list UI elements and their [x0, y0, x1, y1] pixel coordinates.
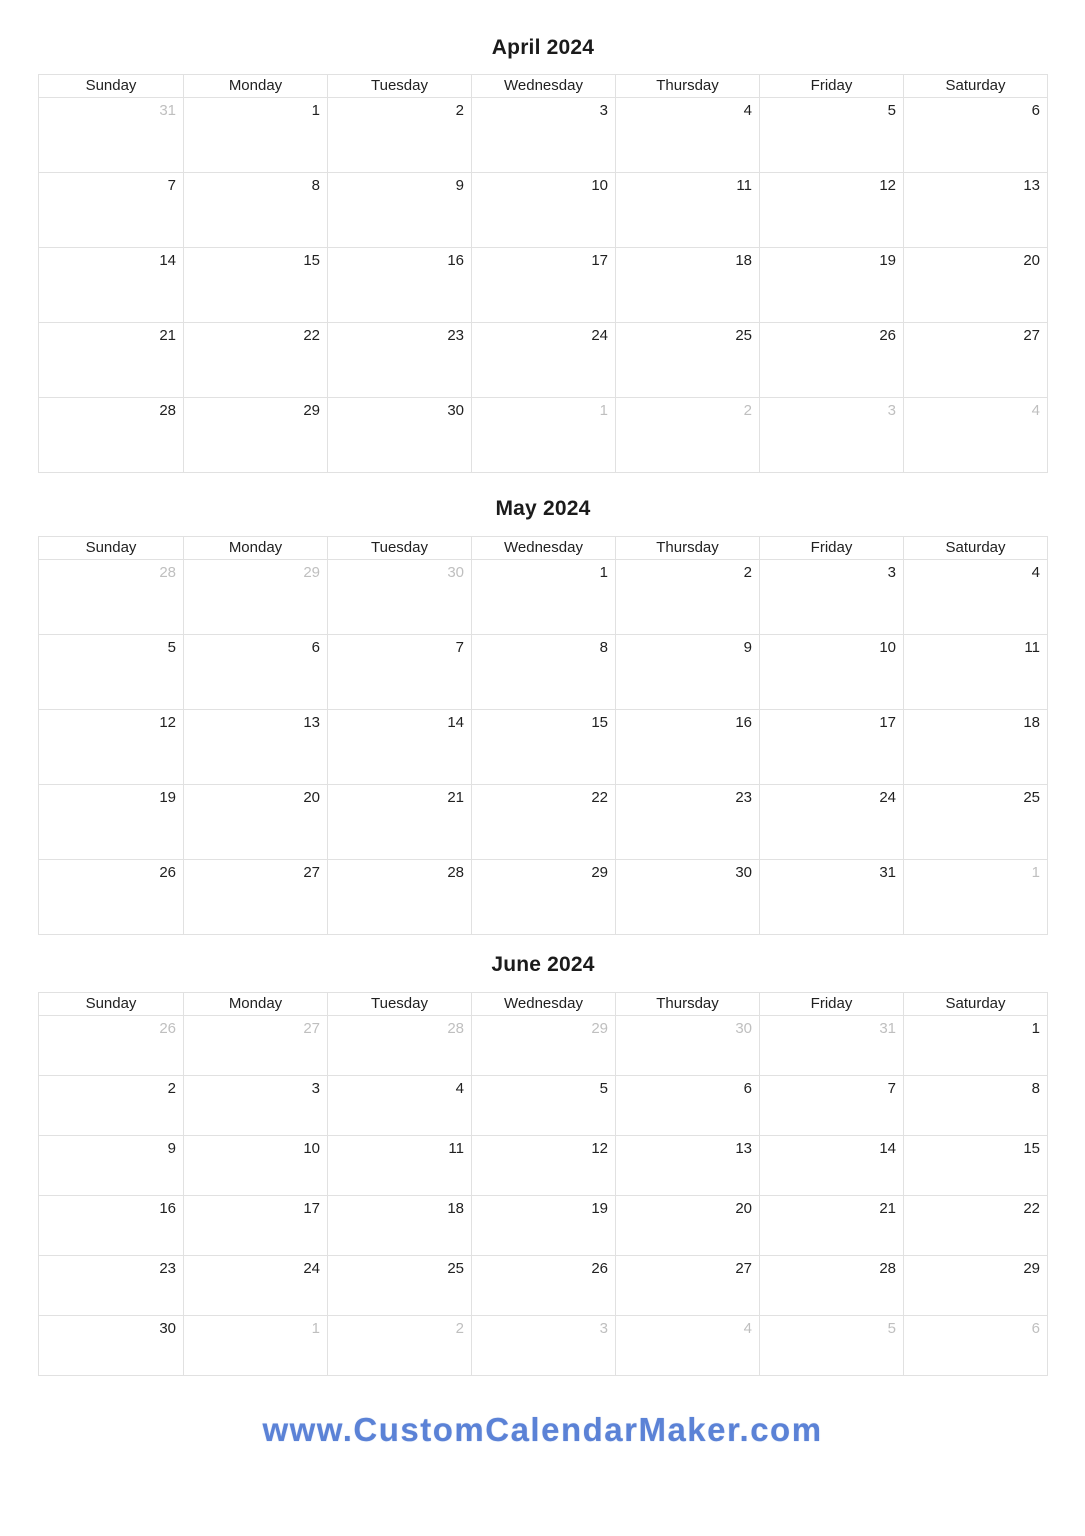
day-cell-outside-month: 31 [759, 1016, 903, 1075]
day-cell: 4 [903, 560, 1047, 634]
week-row [39, 634, 1047, 709]
day-cell: 9 [327, 173, 471, 247]
day-cell: 15 [183, 248, 327, 322]
day-cell-outside-month: 30 [327, 560, 471, 634]
day-cell: 13 [615, 1136, 759, 1195]
day-cell: 22 [471, 785, 615, 859]
day-cell: 11 [903, 635, 1047, 709]
day-cell: 14 [159, 252, 176, 269]
day-cell-outside-month: 3 [759, 398, 903, 472]
week-row [39, 784, 1047, 859]
weekday-label: Friday [759, 537, 903, 559]
day-cell-outside-month: 6 [903, 1316, 1047, 1375]
day-cell: 7 [167, 177, 176, 194]
day-cell: 6 [903, 98, 1047, 172]
day-cell: 20 [183, 785, 327, 859]
day-cell: 16 [327, 248, 471, 322]
weekday-label: Monday [183, 75, 327, 97]
day-cell: 25 [615, 323, 759, 397]
day-cell: 15 [903, 1136, 1047, 1195]
weekday-label: Wednesday [471, 993, 615, 1015]
day-cell: 6 [615, 1076, 759, 1135]
day-cell: 9 [615, 635, 759, 709]
day-cell: 4 [327, 1076, 471, 1135]
day-cell-outside-month: 1 [903, 860, 1047, 934]
day-cell: 25 [327, 1256, 471, 1315]
week-row [39, 1075, 1047, 1135]
week-row [39, 1135, 1047, 1195]
day-cell: 17 [471, 248, 615, 322]
day-cell: 2 [167, 1080, 176, 1097]
day-cell: 14 [327, 710, 471, 784]
weekday-label: Tuesday [327, 75, 471, 97]
day-cell-outside-month: 29 [471, 1016, 615, 1075]
week-row [39, 859, 1047, 934]
calendar-grid-june [38, 992, 1048, 1376]
day-cell-outside-month: 2 [615, 398, 759, 472]
weekday-label: Friday [759, 75, 903, 97]
day-cell: 26 [759, 323, 903, 397]
day-cell: 30 [615, 860, 759, 934]
day-cell: 23 [327, 323, 471, 397]
day-cell-outside-month: 1 [471, 398, 615, 472]
day-cell: 28 [759, 1256, 903, 1315]
day-cell: 21 [159, 327, 176, 344]
weekday-label: Thursday [615, 993, 759, 1015]
day-cell-outside-month: 27 [183, 1016, 327, 1075]
weekday-label: Saturday [903, 75, 1047, 97]
week-row [39, 1315, 1047, 1375]
day-cell: 2 [615, 560, 759, 634]
day-cell-outside-month: 4 [615, 1316, 759, 1375]
weekday-label: Sunday [85, 77, 137, 94]
week-row [39, 1255, 1047, 1315]
week-row [39, 1015, 1047, 1075]
day-cell: 20 [615, 1196, 759, 1255]
day-cell: 17 [759, 710, 903, 784]
weekday-label: Thursday [615, 75, 759, 97]
month-title: April 2024 [491, 36, 595, 59]
day-cell: 29 [903, 1256, 1047, 1315]
calendar-grid-may [38, 536, 1048, 935]
day-cell: 10 [759, 635, 903, 709]
day-cell: 24 [183, 1256, 327, 1315]
day-cell: 27 [615, 1256, 759, 1315]
day-cell: 21 [327, 785, 471, 859]
day-cell: 25 [903, 785, 1047, 859]
day-cell: 30 [327, 398, 471, 472]
day-cell: 16 [615, 710, 759, 784]
day-cell: 31 [759, 860, 903, 934]
day-cell: 1 [903, 1016, 1047, 1075]
day-cell: 29 [471, 860, 615, 934]
weekday-header-row [39, 537, 1047, 559]
day-cell: 8 [903, 1076, 1047, 1135]
day-cell: 10 [183, 1136, 327, 1195]
weekday-label: Wednesday [471, 75, 615, 97]
day-cell: 16 [159, 1200, 176, 1217]
day-cell: 3 [471, 98, 615, 172]
day-cell: 30 [159, 1320, 176, 1337]
day-cell: 11 [327, 1136, 471, 1195]
weekday-label: Friday [759, 993, 903, 1015]
week-row [39, 397, 1047, 472]
day-cell: 2 [327, 98, 471, 172]
day-cell: 24 [471, 323, 615, 397]
day-cell: 14 [759, 1136, 903, 1195]
day-cell: 23 [159, 1260, 176, 1277]
month-title: May 2024 [495, 497, 591, 520]
day-cell: 5 [167, 639, 176, 656]
day-cell: 20 [903, 248, 1047, 322]
day-cell: 3 [759, 560, 903, 634]
day-cell-outside-month: 1 [183, 1316, 327, 1375]
day-cell: 12 [471, 1136, 615, 1195]
day-cell: 18 [615, 248, 759, 322]
day-cell: 12 [759, 173, 903, 247]
month-section-may [38, 497, 1048, 935]
website-watermark-url: www.CustomCalendarMaker.com [262, 1411, 823, 1448]
weekday-label: Monday [183, 993, 327, 1015]
day-cell: 29 [183, 398, 327, 472]
day-cell-outside-month: 2 [327, 1316, 471, 1375]
day-cell: 7 [759, 1076, 903, 1135]
day-cell: 27 [903, 323, 1047, 397]
day-cell: 5 [471, 1076, 615, 1135]
weekday-header-row [39, 993, 1047, 1015]
day-cell: 18 [903, 710, 1047, 784]
day-cell-outside-month: 28 [327, 1016, 471, 1075]
day-cell: 5 [759, 98, 903, 172]
weekday-label: Tuesday [327, 993, 471, 1015]
week-row [39, 322, 1047, 397]
month-section-june [38, 953, 1048, 1376]
day-cell: 13 [903, 173, 1047, 247]
day-cell: 4 [615, 98, 759, 172]
weekday-label: Saturday [903, 537, 1047, 559]
weekday-label: Wednesday [471, 537, 615, 559]
day-cell: 11 [615, 173, 759, 247]
day-cell: 1 [471, 560, 615, 634]
week-row [39, 559, 1047, 634]
day-cell: 9 [167, 1140, 176, 1157]
day-cell: 24 [759, 785, 903, 859]
day-cell: 8 [471, 635, 615, 709]
day-cell: 19 [759, 248, 903, 322]
day-cell: 26 [471, 1256, 615, 1315]
day-cell: 13 [183, 710, 327, 784]
week-row [39, 1195, 1047, 1255]
day-cell: 18 [327, 1196, 471, 1255]
day-cell: 19 [159, 789, 176, 806]
day-cell-outside-month: 31 [159, 102, 176, 119]
day-cell-outside-month: 4 [903, 398, 1047, 472]
day-cell: 6 [183, 635, 327, 709]
day-cell-outside-month: 28 [159, 564, 176, 581]
weekday-label: Sunday [85, 995, 137, 1012]
week-row [39, 97, 1047, 172]
day-cell: 3 [183, 1076, 327, 1135]
weekday-label: Tuesday [327, 537, 471, 559]
day-cell: 28 [159, 402, 176, 419]
day-cell-outside-month: 5 [759, 1316, 903, 1375]
weekday-label: Saturday [903, 993, 1047, 1015]
weekday-label: Monday [183, 537, 327, 559]
weekday-label: Thursday [615, 537, 759, 559]
day-cell: 22 [183, 323, 327, 397]
day-cell: 27 [183, 860, 327, 934]
month-title: June 2024 [491, 953, 595, 976]
day-cell-outside-month: 3 [471, 1316, 615, 1375]
day-cell-outside-month: 30 [615, 1016, 759, 1075]
week-row [39, 172, 1047, 247]
day-cell: 22 [903, 1196, 1047, 1255]
day-cell: 28 [327, 860, 471, 934]
day-cell: 12 [159, 714, 176, 731]
weekday-header-row [39, 75, 1047, 97]
day-cell: 7 [327, 635, 471, 709]
week-row [39, 709, 1047, 784]
weekday-label: Sunday [85, 539, 137, 556]
day-cell: 8 [183, 173, 327, 247]
day-cell: 17 [183, 1196, 327, 1255]
month-section-april [38, 36, 1048, 473]
day-cell: 19 [471, 1196, 615, 1255]
day-cell: 26 [159, 864, 176, 881]
week-row [39, 247, 1047, 322]
day-cell: 15 [471, 710, 615, 784]
day-cell-outside-month: 29 [183, 560, 327, 634]
day-cell-outside-month: 26 [159, 1020, 176, 1037]
day-cell: 1 [183, 98, 327, 172]
day-cell: 21 [759, 1196, 903, 1255]
calendar-grid-april [38, 74, 1048, 473]
day-cell: 10 [471, 173, 615, 247]
day-cell: 23 [615, 785, 759, 859]
